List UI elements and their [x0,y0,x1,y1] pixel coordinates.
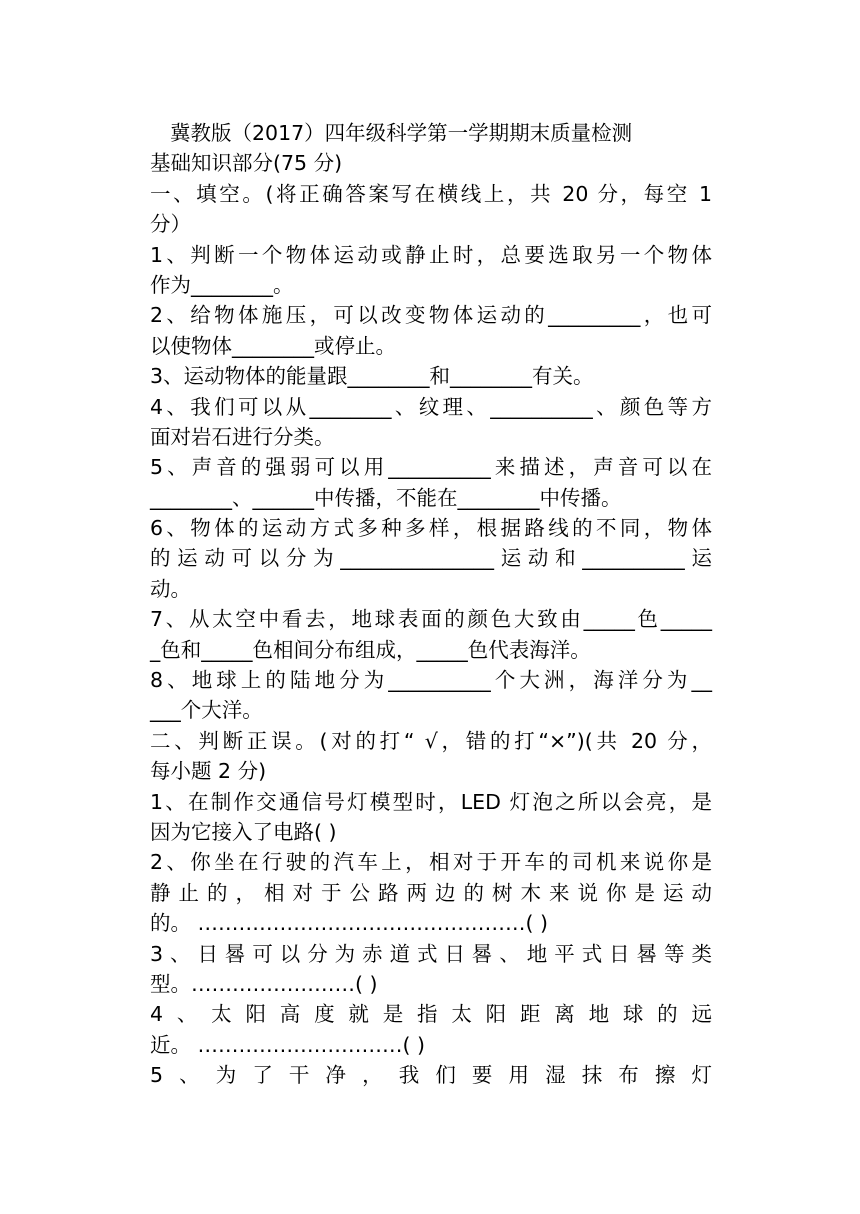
judge-q3-line2: 型。……………………( ) [150,971,378,996]
fill-q3-line1: 3、运动物体的能量跟________和________有关。 [150,364,594,389]
judge-q1-line1: 1、在制作交通信号灯模型时，LED 灯泡之所以会亮，是 [150,789,712,814]
judge-q5-line1: 5、为了干净，我们要用湿抹布擦灯 [150,1063,712,1088]
judge-q4-line1: 4、太阳高度就是指太阳距离地球的远 [150,1002,712,1027]
section1-heading-line2: 分） [150,212,191,237]
fill-q7-line2: _色和_____色相间分布组成，_____色代表海洋。 [150,637,591,662]
judge-q2-line3: 的。 …………………………………………( ) [150,911,549,936]
judge-q2-line1: 2、你坐在行驶的汽车上，相对于开车的司机来说你是 [150,850,712,875]
section2-heading-line1: 二、判断正误。(对的打“ √，错的打“×”)(共 20 分， [150,728,712,753]
fill-q2-line2: 以使物体________或停止。 [150,333,396,358]
fill-q7-line1: 7、从太空中看去，地球表面的颜色大致由_____色_____ [150,607,712,632]
fill-q6-line3: 动。 [150,576,191,601]
fill-q2-line1: 2、给物体施压，可以改变物体运动的_________，也可 [150,303,712,328]
judge-q2-line2: 静止的，相对于公路两边的树木来说你是运动 [150,880,712,905]
fill-q8-line1: 8、地球上的陆地分为__________个大洲，海洋分为__ [150,668,712,693]
section2-heading-line2: 每小题 2 分) [150,759,267,784]
section-subtitle: 基础知识部分(75 分) [150,151,343,176]
fill-q5-line2: ________、______中传播，不能在________中传播。 [150,485,622,510]
fill-q4-line2: 面对岩石进行分类。 [150,424,335,449]
fill-q6-line2: 的运动可以分为_______________运动和__________运 [150,546,712,571]
fill-q1-line1: 1、判断一个物体运动或静止时，总要选取另一个物体 [150,242,712,267]
fill-q1-line2: 作为________。 [150,272,294,297]
fill-q8-line2: ___个大洋。 [150,698,263,723]
section1-heading-line1: 一、填空。(将正确答案写在横线上，共 20 分，每空 1 [150,181,712,206]
document-title: 冀教版（2017）四年级科学第一学期期末质量检测 [170,121,633,145]
fill-q6-line1: 6、物体的运动方式多种多样，根据路线的不同，物体 [150,516,712,541]
judge-q1-line2: 因为它接入了电路( ) [150,819,337,844]
judge-q3-line1: 3、日晷可以分为赤道式日晷、地平式日晷等类 [150,941,712,966]
fill-q5-line1: 5、声音的强弱可以用__________来描述，声音可以在 [150,455,712,480]
judge-q4-line2: 近。 …………………………( ) [150,1032,426,1057]
fill-q4-line1: 4、我们可以从________、纹理、__________、颜色等方 [150,394,712,419]
document-body [150,118,712,1091]
